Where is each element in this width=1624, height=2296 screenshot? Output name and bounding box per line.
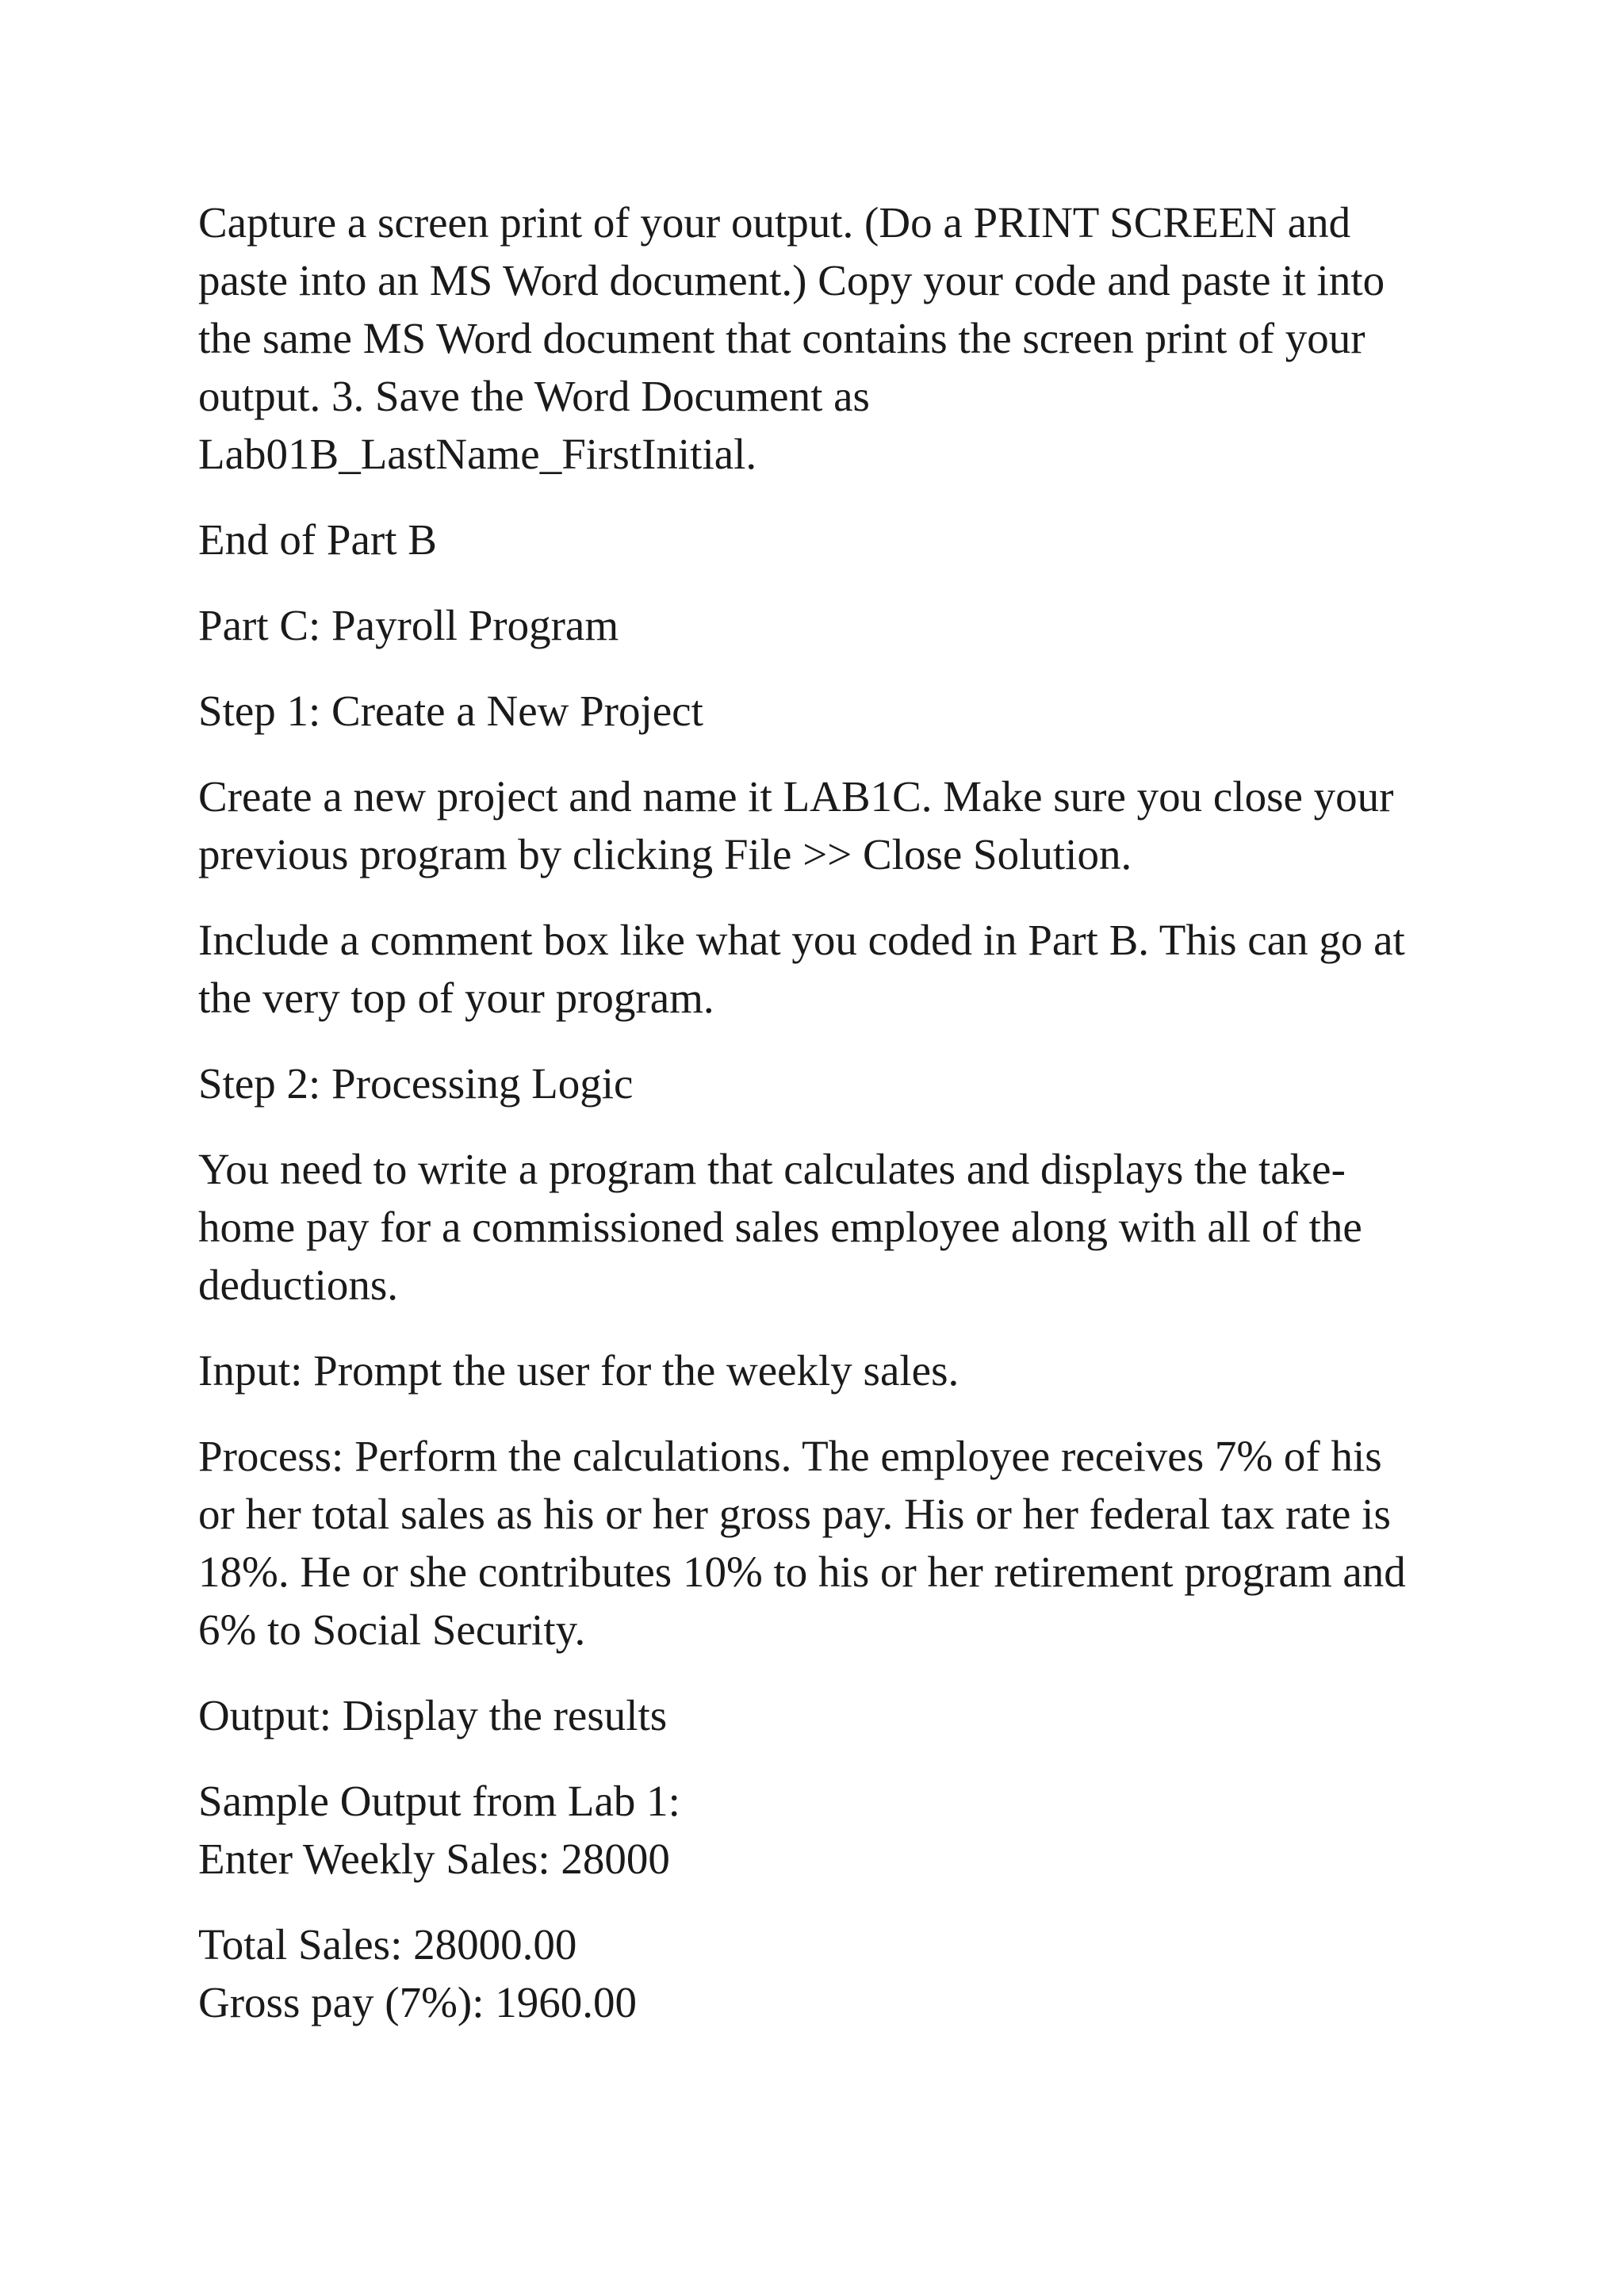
text-line: Capture a screen print of your output. (Do a PRINT SCREEN and	[198, 198, 1351, 247]
text-line: Total Sales: 28000.00	[198, 1920, 577, 1969]
text-line: End of Part B	[198, 515, 437, 564]
text-line: You need to write a program that calculates and displays the take-	[198, 1145, 1346, 1193]
paragraph-process	[198, 1427, 1435, 1659]
text-line: the same MS Word document that contains the screen print of your	[198, 314, 1365, 362]
text-line: Part C: Payroll Program	[198, 601, 619, 649]
text-line: or her total sales as his or her gross pay. His or her federal tax rate is	[198, 1490, 1391, 1538]
paragraph-end-of-part-b	[198, 511, 1435, 568]
text-line: 18%. He or she contributes 10% to his or her retirement program and	[198, 1548, 1406, 1596]
text-line: Sample Output from Lab 1:	[198, 1777, 680, 1825]
document-body	[198, 193, 1435, 2031]
text-line: paste into an MS Word document.) Copy your code and paste it into	[198, 256, 1385, 304]
paragraph-input	[198, 1341, 1435, 1399]
text-line: Enter Weekly Sales: 28000	[198, 1835, 670, 1883]
text-line: Output: Display the results	[198, 1691, 668, 1739]
heading-part-c	[198, 596, 1435, 654]
paragraph-create-project	[198, 767, 1435, 883]
text-line: Input: Prompt the user for the weekly sales.	[198, 1346, 959, 1395]
text-line: home pay for a commissioned sales employee along with all of the	[198, 1203, 1362, 1251]
text-line: previous program by clicking File >> Close Solution.	[198, 830, 1132, 878]
text-line: Gross pay (7%): 1960.00	[198, 1978, 637, 2026]
text-line: Process: Perform the calculations. The employee receives 7% of his	[198, 1432, 1382, 1480]
paragraph-comment-box	[198, 911, 1435, 1027]
text-line: output. 3. Save the Word Document as	[198, 372, 870, 420]
paragraph-program-description	[198, 1140, 1435, 1314]
text-line: Step 2: Processing Logic	[198, 1059, 634, 1108]
text-line: Create a new project and name it LAB1C. Make sure you close your	[198, 772, 1394, 821]
paragraph-sample-output	[198, 1772, 1435, 1888]
text-line: Step 1: Create a New Project	[198, 687, 703, 735]
text-line: 6% to Social Security.	[198, 1605, 586, 1654]
text-line: the very top of your program.	[198, 974, 714, 1022]
text-line: deductions.	[198, 1261, 399, 1309]
heading-step-2	[198, 1054, 1435, 1112]
heading-step-1	[198, 682, 1435, 740]
paragraph-output	[198, 1686, 1435, 1744]
paragraph-capture-instructions	[198, 193, 1435, 483]
text-line: Lab01B_LastName_FirstInitial.	[198, 430, 757, 478]
text-line: Include a comment box like what you coded in Part B. This can go at	[198, 916, 1405, 964]
paragraph-sample-results	[198, 1915, 1435, 2031]
